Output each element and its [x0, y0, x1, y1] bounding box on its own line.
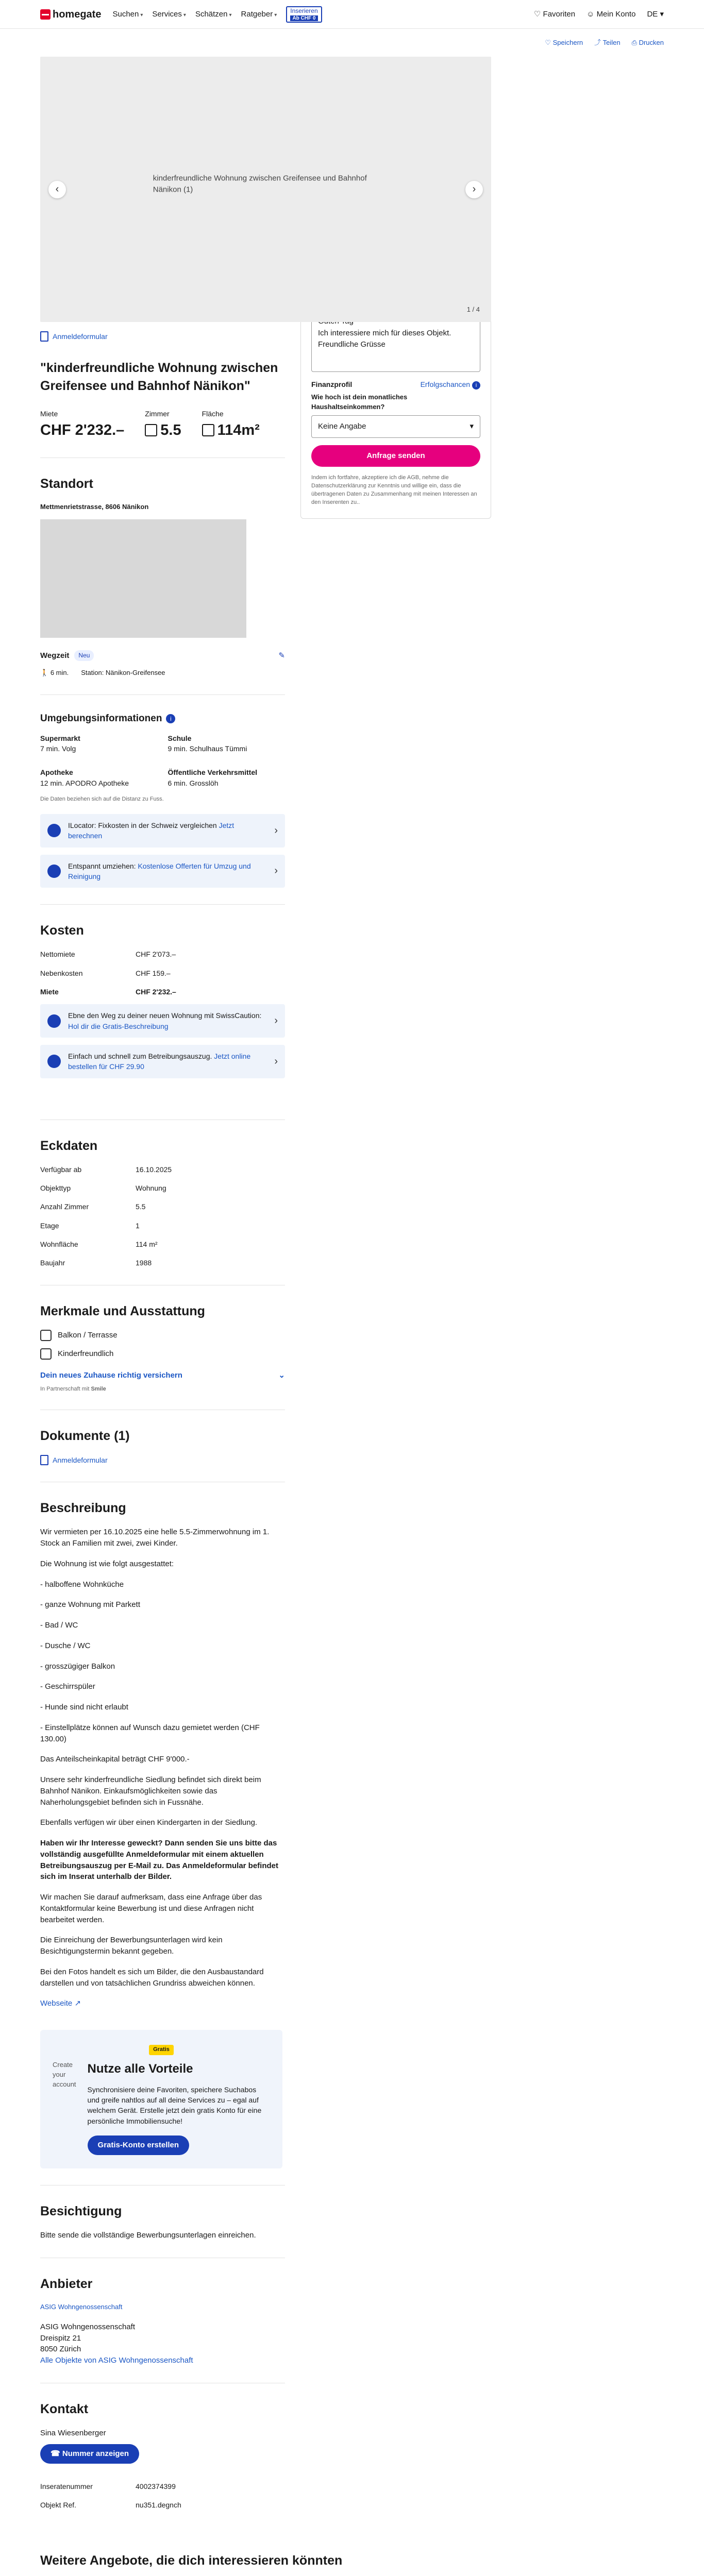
provider-all-listings-link[interactable]: Alle Objekte von ASIG Wohngenossenschaft — [40, 2356, 193, 2365]
share-icon: ⤴ — [594, 38, 601, 46]
listing-title: "kinderfreundliche Wohnung zwischen Greifensee und Bahnhof Nänikon" — [40, 361, 278, 394]
chevron-down-icon: ▾ — [183, 12, 186, 19]
chevron-right-icon: › — [274, 1015, 278, 1027]
rooms-value: 5.5 — [160, 421, 181, 438]
chevron-down-icon: ▾ — [229, 12, 232, 19]
brand-logo[interactable]: homegate — [40, 7, 101, 22]
chances-link[interactable]: Erfolgschancen — [420, 380, 471, 389]
chevron-right-icon: › — [274, 865, 278, 877]
description-paragraph: - Einstellplätze können auf Wunsch dazu gemietet werden (CHF 130.00) — [40, 1723, 260, 1743]
description-paragraph: - halboffene Wohnküche — [40, 1580, 124, 1589]
info-icon[interactable]: i — [166, 714, 175, 723]
contact-form: Ich interessiere mich für dieses Objekt. Freundliche Grüsse Finanzprofil Erfolgschancen i Wie hoch ist dein monatliches Haushaltseinkommen? Keine Angabe ▾ Anfrage senden Indem ich fortfahre, akzeptiere ich die AGB, nehme die Datenschutzerklärung zur Kenntnis und willige ein, dass die übertragenen Daten zu Zusammenhang mit meinen Interessen an den Inserenten zu.. — [300, 128, 491, 519]
create-account-button[interactable]: Gratis-Konto erstellen — [88, 2136, 190, 2155]
description-paragraph: - grosszügiger Balkon — [40, 1662, 115, 1671]
website-link[interactable]: Webseite ↗ — [40, 1999, 81, 2008]
user-icon: ☺ — [586, 10, 595, 19]
description-paragraph: Die Wohnung ist wie folgt ausgestattet: — [40, 1559, 174, 1568]
provider-heading: Anbieter — [40, 2276, 93, 2291]
share-button[interactable]: ⤴ Teilen — [594, 38, 621, 46]
feature-balcony: Balkon / Terrasse — [40, 1330, 285, 1341]
features-heading: Merkmale und Ausstattung — [40, 1303, 205, 1318]
description-text — [40, 1527, 285, 1828]
description-paragraph: Bei den Fotos handelt es sich um Bilder, die den Ausbaustandard darstellen und von tatsächlichen Grundriss abweichen können. — [40, 1967, 264, 1988]
pdf-link[interactable]: Anmeldeformular — [40, 331, 285, 342]
nav-suchen[interactable]: Suchen ▾ — [112, 10, 143, 19]
heart-icon: ♡ — [545, 38, 551, 46]
send-request-button[interactable]: Anfrage senden — [311, 445, 480, 467]
chevron-left-icon: ‹ — [55, 183, 59, 195]
caution-icon — [47, 1014, 61, 1028]
documents-heading: Dokumente (1) — [40, 1429, 130, 1444]
ilocator-icon — [47, 824, 61, 837]
moving-icon — [47, 865, 61, 878]
nav-ratgeber[interactable]: Ratgeber ▾ — [241, 10, 277, 19]
pdf-icon — [40, 1455, 48, 1465]
nav-schaetzen[interactable]: Schätzen ▾ — [195, 10, 232, 19]
description-paragraph: - Dusche / WC — [40, 1641, 91, 1650]
area-value: 114m² — [217, 421, 260, 438]
brand-mark-icon — [40, 9, 51, 20]
favorites-link[interactable]: ♡ Favoriten — [533, 10, 576, 19]
details-heading: Eckdaten — [40, 1138, 98, 1153]
show-number-button[interactable]: ☎ Nummer anzeigen — [40, 2444, 139, 2464]
main-column: Anmeldeformular "kinderfreundliche Wohnung zwischen Greifensee und Bahnhof Nänikon" Miete CHF 2'232.– Zimmer 5.5 Fläche 114m² Standort Mettmenrietstrasse, 8606 Nänikon Wegzeit Neu ✎ 🚶 6 min. Station: Nänikon-Greifensee Umgebungsinformationen i Supermarkt 7 min. Volg Schule 9 min. Schulhaus Tümmi Apotheke 12 min. APODRO Apotheke Öffentliche Verkehrsmittel 6 min. Grosslöh Die Daten beziehen sich auf die Distanz zu Fuss. ILocator: Fixkosten in der Schweiz vergleichen Jetzt berechnen › Entspannt umziehen: Kostenlose Offerten für Umzug und Reinigung › Kosten Nettomiete CHF 2'073.– Nebenkosten CHF 159.– Miete CHF 2'232.– Ebne den Weg zu deiner neuen Wohnung mit SwissCaution: Hol dir die Gratis-Beschreibung › Einfach und schnell zum Betreibungsauszug. Jetzt online bestellen für CHF 29.90 › Eckdaten Verfügbar ab 16.10.2025 Objekttyp Wohnung Anzahl Zimmer 5.5 Etage 1 Wohnfläche 114 m² Baujahr 1988 Merkmale und Ausstattung Balkon / Terrasse Kinderfreundlich Dein neues Zuhause richtig versichern ⌄ In Partnerschaft mit Smile Dokumente (1) Anmeldeformular Beschreibung Wir vermieten per 16.10.2025 eine helle 5.5-Zimmerwohnung im 1. Stock an Familien mit zwei, zwei Kinder. Die Wohnung ist wie folgt ausgestattet: - halboffene Wohnküche - ganze Wohnung mit Parkett - Bad / WC - Dusche / WC - grosszügiger Balkon - Geschirrspüler - Hunde sind nicht erlaubt - Einstellplätze können auf Wunsch dazu gemietet werden (CHF 130.00) Das Anteilscheinkapital beträgt CHF 9'000.- Unsere sehr kinderfreundliche Siedlung befindet sich direkt beim Bahnhof Nänikon. Einkaufsmöglichkeiten sowie das Naherholungsgebiet befinden sich in Fussnähe. Ebenfalls verfügen wir über einen Kindergarten in der Siedlung. Haben wir Ihr Interesse geweckt? Dann senden Sie uns bitte das vollständig ausgefüllte Anmeldeformular mit einem aktuellen Betreibungsauszug per E-Mail zu. Das Anmeldeformular befindet sich im Inserat unterhalb der Bilder. Wir machen Sie darauf aufmerksam, dass eine Anfrage über das Kontaktformular keine Bewerbung ist und diese Anfragen nicht bearbeitet werden. Die Einreichung der Bewerbungsunterlagen wird kein Besichtigungstermin bekannt gegeben. Bei den Fotos handelt es sich um Bilder, die den Ausbaustandard darstellen und von tatsächlichen Grundriss abweichen können. Webseite ↗ Gratis Create your account Nutze alle Vorteile Synchronisiere deine Favoriten, speichere Suchabos und greife nahtlos auf all deine Services zu – egal auf welchem Gerät. Erstelle jetzt dein gratis Konto für eine persönliche Immobiliensuche! Gratis-Konto erstellen Besichtigung Bitte sende die vollständige Bewerbungsunterlagen einreichen. Anbieter ASIG Wohngenossenschaft ASIG Wohngenossenschaft Dreispitz 21 8050 Zürich Alle Objekte von ASIG Wohngenossenschaft Kontakt Sina Wiesenberger ☎ Nummer anzeigen Inseratenummer 4002374399 Objekt Ref. nu351.degnch — [40, 331, 285, 2510]
nav-services[interactable]: Services ▾ — [152, 10, 186, 19]
listing-toolbar — [0, 29, 704, 57]
viewing-heading: Besichtigung — [40, 2204, 122, 2218]
partner-logo: Smile — [91, 1385, 106, 1392]
chevron-down-icon: ▾ — [470, 422, 474, 431]
new-badge: Neu — [74, 650, 94, 661]
main-nav — [112, 6, 322, 23]
debt-extract-promo[interactable]: Einfach und schnell zum Betreibungsauszug. Jetzt online bestellen für CHF 29.90 › — [40, 1045, 285, 1078]
account-promo-card — [40, 2030, 282, 2168]
save-button[interactable]: ♡ Speichern — [545, 38, 583, 46]
rooms-icon — [145, 424, 157, 436]
chevron-down-icon: ▾ — [660, 10, 664, 19]
gallery-image: kinderfreundliche Wohnung zwischen Greifensee und Bahnhof Nänikon (1) — [153, 174, 367, 194]
contact-sidebar — [300, 128, 491, 2510]
child-icon — [40, 1348, 52, 1360]
address: Mettmenrietstrasse, 8606 Nänikon — [40, 502, 149, 511]
card-text: Synchronisiere deine Favoriten, speichere Suchabos und greife nahtlos auf all deine Services zu – egal auf welchem Gerät. Erstelle jetzt dein gratis Konto für eine persönliche Immobiliensuche! — [87, 2085, 262, 2125]
costs-heading: Kosten — [40, 923, 84, 938]
image-gallery[interactable] — [40, 57, 491, 322]
description-paragraph: Unsere sehr kinderfreundliche Siedlung befindet sich direkt beim Bahnhof Nänikon. Einkaufsmöglichkeiten sowie das Naherholungsgebiet befinden sich in Fussnähe. — [40, 1775, 261, 1807]
language-select[interactable]: DE ▾ — [647, 10, 664, 19]
reference-table: Inseratenummer 4002374399 Objekt Ref. nu351.degnch — [40, 2482, 181, 2509]
heart-icon: ♡ — [533, 10, 541, 19]
pdf-icon — [40, 331, 48, 342]
description-paragraph: Wir vermieten per 16.10.2025 eine helle 5.5-Zimmerwohnung im 1. Stock an Familien mit zwei, zwei Kinder. — [40, 1528, 270, 1548]
card-title: Nutze alle Vorteile — [87, 2061, 193, 2076]
phone-icon: ☎ — [51, 2449, 60, 2458]
free-tag: Gratis — [149, 2045, 174, 2055]
account-link[interactable]: ☺ Mein Konto — [586, 10, 636, 19]
feature-kids: Kinderfreundlich — [40, 1348, 285, 1360]
print-button[interactable]: ⎙ Drucken — [631, 38, 664, 46]
chevron-right-icon: › — [472, 183, 476, 195]
description-paragraph: - Hunde sind nicht erlaubt — [40, 1703, 128, 1712]
costs-table: Nettomiete CHF 2'073.– Nebenkosten CHF 159.– Miete CHF 2'232.– — [40, 950, 176, 996]
commute-label: Wegzeit — [40, 651, 70, 660]
contact-heading: Kontakt — [40, 2401, 89, 2416]
edit-icon[interactable]: ✎ — [278, 651, 285, 660]
description-paragraph: - ganze Wohnung mit Parkett — [40, 1600, 140, 1609]
info-icon: i — [472, 381, 480, 389]
insert-button[interactable]: Inserieren Ab CHF 0 — [286, 6, 322, 23]
message-textarea[interactable]: Ich interessiere mich für dieses Objekt. Freundliche Grüsse — [311, 310, 480, 372]
moving-promo[interactable]: Entspannt umziehen: Kostenlose Offerten für Umzug und Reinigung › — [40, 855, 285, 888]
details-table: Verfügbar ab 16.10.2025 Objekttyp Wohnung Anzahl Zimmer 5.5 Etage 1 Wohnfläche 114 m² Baujahr 1988 — [40, 1165, 172, 1267]
account-illustration: Create your account — [53, 2060, 76, 2088]
similar-heading: Weitere Angebote, die dich interessieren könnten — [40, 2553, 343, 2568]
ilocator-promo[interactable]: ILocator: Fixkosten in der Schweiz vergleichen Jetzt berechnen › — [40, 814, 285, 848]
description-paragraph: Wir machen Sie darauf aufmerksam, dass eine Anfrage über das Kontaktformular keine Bewerbung ist und diese Anfragen nicht bearbeitet werden. — [40, 1893, 262, 1924]
income-select[interactable]: Keine Angabe ▾ — [311, 415, 480, 438]
area-icon — [202, 424, 214, 436]
description-paragraph: - Bad / WC — [40, 1621, 78, 1630]
description-paragraph: Die Einreichung der Bewerbungsunterlagen wird kein Besichtigungstermin bekannt gegeben. — [40, 1936, 223, 1956]
provider-logo[interactable]: ASIG Wohngenossenschaft — [40, 2302, 123, 2311]
document-link[interactable]: Anmeldeformular — [40, 1455, 285, 1465]
external-link-icon: ↗ — [74, 1999, 81, 2008]
site-header — [0, 0, 704, 29]
printer-icon: ⎙ — [631, 38, 637, 46]
commute-row: 🚶 6 min. Station: Nänikon-Greifensee — [40, 669, 165, 677]
key-facts: Miete CHF 2'232.– Zimmer 5.5 Fläche 114m² — [40, 409, 285, 440]
gallery-counter: 1 / 4 — [466, 306, 480, 314]
insurance-accordion[interactable]: Dein neues Zuhause richtig versichern ⌄ — [40, 1370, 285, 1381]
balcony-icon — [40, 1330, 52, 1341]
description-paragraph: Ebenfalls verfügen wir über einen Kindergarten in der Siedlung. — [40, 1818, 258, 1827]
walk-icon: 🚶 — [40, 669, 49, 677]
document-icon — [47, 1055, 61, 1068]
gallery-next-button[interactable] — [465, 181, 483, 198]
chevron-right-icon: › — [274, 1055, 278, 1067]
chevron-down-icon: ▾ — [140, 12, 143, 19]
description-paragraph: - Geschirrspüler — [40, 1682, 95, 1691]
description-bold: Haben wir Ihr Interesse geweckt? Dann senden Sie uns bitte das vollständig ausgefüllte Anmeldeformular mit einem aktuellen Betreibungsauszug per E-Mail zu. Das Anmeldeformular befindet sich im Inserat unterhalb der Bilder. — [40, 1839, 279, 1882]
rent-value: CHF 2'232.– — [40, 421, 125, 438]
gallery-prev-button[interactable] — [48, 181, 66, 198]
chevron-right-icon: › — [274, 824, 278, 836]
description-heading: Beschreibung — [40, 1501, 126, 1516]
location-map[interactable] — [40, 519, 246, 638]
location-heading: Standort — [40, 476, 93, 491]
chevron-down-icon: ▾ — [274, 12, 277, 19]
swisscaution-promo[interactable]: Ebne den Weg zu deiner neuen Wohnung mit SwissCaution: Hol dir die Gratis-Beschreibung › — [40, 1004, 285, 1038]
description-paragraph: Das Anteilscheinkapital beträgt CHF 9'000.- — [40, 1755, 190, 1764]
surroundings-heading: Umgebungsinformationen — [40, 713, 162, 724]
surroundings-list: Supermarkt 7 min. Volg Schule 9 min. Schulhaus Tümmi Apotheke 12 min. APODRO Apotheke Öffentliche Verkehrsmittel 6 min. Grosslöh — [40, 734, 258, 787]
chevron-down-icon: ⌄ — [278, 1370, 285, 1380]
